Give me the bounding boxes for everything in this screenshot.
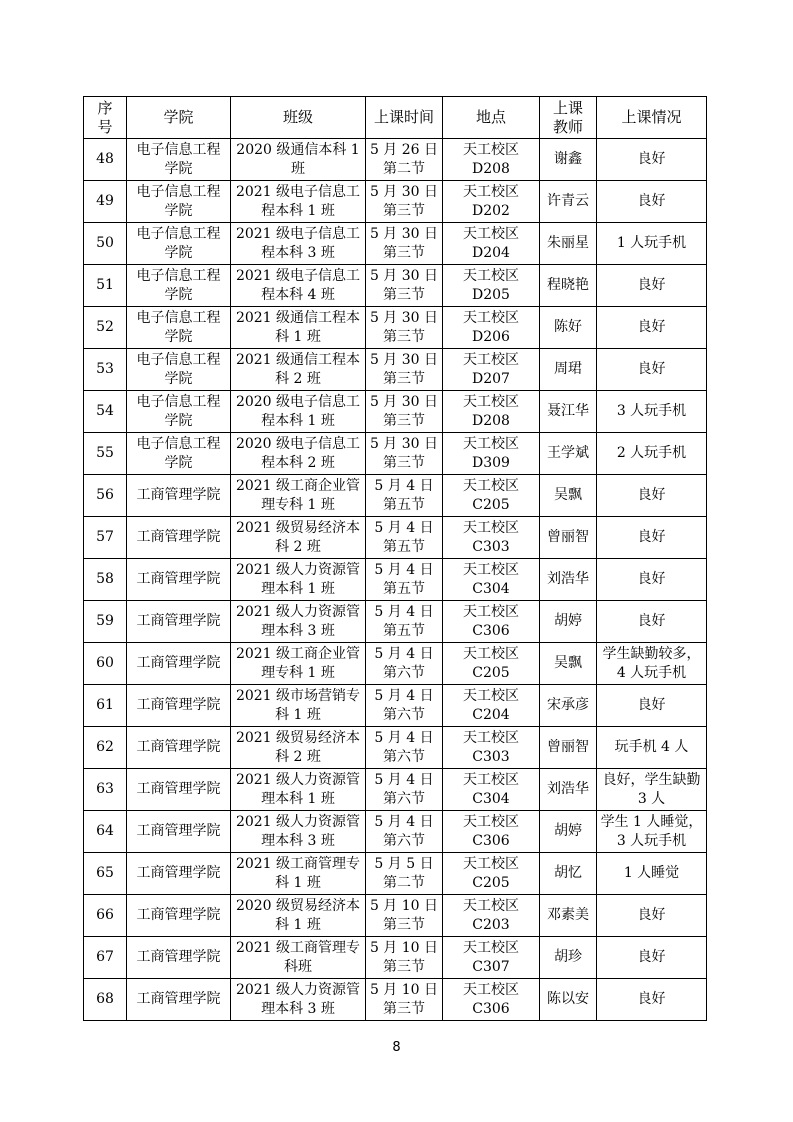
row-college-cell: 工商管理学院 [127,853,231,895]
row-class-cell: 2021 级电子信息工 程本科 4 班 [231,265,366,307]
row-status-cell: 3 人玩手机 [597,391,707,433]
row-college-cell: 工商管理学院 [127,475,231,517]
row-status-cell: 良好 [597,937,707,979]
row-college-cell: 电子信息工程 学院 [127,391,231,433]
table-row [84,433,707,475]
row-teacher-cell: 周珺 [540,349,597,391]
table-row [84,853,707,895]
row-time-cell: 5 月 30 日 第三节 [366,181,443,223]
table-row [84,349,707,391]
row-location-cell: 天工校区 C205 [443,853,540,895]
row-location-cell: 天工校区 C304 [443,769,540,811]
table-row [84,307,707,349]
row-time-cell: 5 月 4 日 第五节 [366,601,443,643]
row-class-cell: 2021 级工商企业管 理专科 1 班 [231,475,366,517]
row-class-cell: 2021 级人力资源管 理本科 3 班 [231,979,366,1021]
row-college-cell: 工商管理学院 [127,979,231,1021]
row-index-cell: 49 [84,181,127,223]
row-status-cell: 良好 [597,475,707,517]
row-location-cell: 天工校区 C306 [443,979,540,1021]
row-index-cell: 52 [84,307,127,349]
row-teacher-cell: 胡珍 [540,937,597,979]
table-header-row [84,97,707,139]
row-index-cell: 67 [84,937,127,979]
row-index-cell: 66 [84,895,127,937]
row-teacher-cell: 刘浩华 [540,769,597,811]
row-class-cell: 2021 级通信工程本 科 2 班 [231,349,366,391]
row-index-cell: 58 [84,559,127,601]
row-time-cell: 5 月 4 日 第五节 [366,475,443,517]
row-teacher-cell: 胡忆 [540,853,597,895]
row-college-cell: 工商管理学院 [127,811,231,853]
row-time-cell: 5 月 30 日 第三节 [366,223,443,265]
row-index-cell: 61 [84,685,127,727]
row-time-cell: 5 月 4 日 第六节 [366,727,443,769]
row-status-cell: 良好 [597,601,707,643]
table-row [84,769,707,811]
row-status-cell: 良好 [597,685,707,727]
header-college: 学院 [127,97,231,139]
page-number: 8 [392,1040,401,1055]
row-college-cell: 电子信息工程 学院 [127,265,231,307]
row-status-cell: 良好 [597,895,707,937]
row-time-cell: 5 月 4 日 第六节 [366,685,443,727]
row-teacher-cell: 程晓艳 [540,265,597,307]
row-location-cell: 天工校区 D204 [443,223,540,265]
row-class-cell: 2020 级电子信息工 程本科 2 班 [231,433,366,475]
row-class-cell: 2021 级电子信息工 程本科 1 班 [231,181,366,223]
row-time-cell: 5 月 4 日 第六节 [366,643,443,685]
row-college-cell: 工商管理学院 [127,727,231,769]
row-index-cell: 65 [84,853,127,895]
row-time-cell: 5 月 4 日 第六节 [366,811,443,853]
table-row [84,391,707,433]
row-status-cell: 良好 [597,349,707,391]
row-time-cell: 5 月 4 日 第五节 [366,559,443,601]
row-class-cell: 2021 级贸易经济本 科 2 班 [231,727,366,769]
row-time-cell: 5 月 5 日 第二节 [366,853,443,895]
row-teacher-cell: 胡婷 [540,601,597,643]
row-class-cell: 2020 级贸易经济本 科 1 班 [231,895,366,937]
row-status-cell: 良好，学生缺勤 3 人 [597,769,707,811]
row-class-cell: 2021 级工商企业管 理专科 1 班 [231,643,366,685]
row-location-cell: 天工校区 D206 [443,307,540,349]
row-college-cell: 电子信息工程 学院 [127,181,231,223]
row-class-cell: 2021 级电子信息工 程本科 3 班 [231,223,366,265]
table-row [84,601,707,643]
row-time-cell: 5 月 10 日 第三节 [366,979,443,1021]
row-time-cell: 5 月 4 日 第六节 [366,769,443,811]
row-location-cell: 天工校区 D208 [443,139,540,181]
row-class-cell: 2020 级通信本科 1 班 [231,139,366,181]
row-college-cell: 电子信息工程 学院 [127,433,231,475]
row-class-cell: 2021 级人力资源管 理本科 1 班 [231,769,366,811]
row-class-cell: 2021 级工商管理专 科班 [231,937,366,979]
row-college-cell: 工商管理学院 [127,643,231,685]
row-status-cell: 玩手机 4 人 [597,727,707,769]
table-row [84,223,707,265]
row-location-cell: 天工校区 C304 [443,559,540,601]
row-status-cell: 良好 [597,979,707,1021]
row-time-cell: 5 月 30 日 第三节 [366,391,443,433]
row-location-cell: 天工校区 C205 [443,643,540,685]
class-inspection-table [83,96,707,1021]
table-row [84,685,707,727]
table-row [84,475,707,517]
row-teacher-cell: 邓素美 [540,895,597,937]
row-class-cell: 2021 级人力资源管 理本科 3 班 [231,601,366,643]
row-college-cell: 工商管理学院 [127,517,231,559]
row-index-cell: 57 [84,517,127,559]
row-location-cell: 天工校区 C306 [443,811,540,853]
row-status-cell: 学生 1 人睡觉， 3 人玩手机 [597,811,707,853]
header-teacher: 上课 教师 [540,97,597,139]
row-index-cell: 48 [84,139,127,181]
row-status-cell: 良好 [597,265,707,307]
row-status-cell: 良好 [597,517,707,559]
row-teacher-cell: 曾丽智 [540,517,597,559]
row-time-cell: 5 月 30 日 第三节 [366,433,443,475]
row-status-cell: 1 人睡觉 [597,853,707,895]
row-location-cell: 天工校区 D208 [443,391,540,433]
row-teacher-cell: 陈好 [540,307,597,349]
table-row [84,643,707,685]
row-location-cell: 天工校区 C306 [443,601,540,643]
row-college-cell: 工商管理学院 [127,685,231,727]
table-row [84,895,707,937]
row-college-cell: 工商管理学院 [127,559,231,601]
row-teacher-cell: 许青云 [540,181,597,223]
table-row [84,811,707,853]
row-teacher-cell: 曾丽智 [540,727,597,769]
row-time-cell: 5 月 10 日 第三节 [366,895,443,937]
row-location-cell: 天工校区 C307 [443,937,540,979]
row-class-cell: 2021 级通信工程本 科 1 班 [231,307,366,349]
header-class: 班级 [231,97,366,139]
row-college-cell: 工商管理学院 [127,937,231,979]
row-college-cell: 电子信息工程 学院 [127,307,231,349]
row-teacher-cell: 聂江华 [540,391,597,433]
row-status-cell: 良好 [597,307,707,349]
header-index: 序 号 [84,97,127,139]
row-index-cell: 60 [84,643,127,685]
row-index-cell: 53 [84,349,127,391]
table-row [84,727,707,769]
row-teacher-cell: 刘浩华 [540,559,597,601]
row-teacher-cell: 吴飘 [540,475,597,517]
row-teacher-cell: 吴飘 [540,643,597,685]
row-index-cell: 62 [84,727,127,769]
row-time-cell: 5 月 26 日 第二节 [366,139,443,181]
row-college-cell: 工商管理学院 [127,895,231,937]
row-time-cell: 5 月 4 日 第五节 [366,517,443,559]
table-row [84,937,707,979]
table-row [84,139,707,181]
row-status-cell: 2 人玩手机 [597,433,707,475]
row-class-cell: 2021 级市场营销专 科 1 班 [231,685,366,727]
row-teacher-cell: 王学斌 [540,433,597,475]
row-class-cell: 2021 级贸易经济本 科 2 班 [231,517,366,559]
header-status: 上课情况 [597,97,707,139]
row-location-cell: 天工校区 C303 [443,517,540,559]
row-location-cell: 天工校区 D202 [443,181,540,223]
header-location: 地点 [443,97,540,139]
row-time-cell: 5 月 10 日 第三节 [366,937,443,979]
row-college-cell: 工商管理学院 [127,769,231,811]
row-index-cell: 54 [84,391,127,433]
row-teacher-cell: 胡婷 [540,811,597,853]
row-location-cell: 天工校区 D309 [443,433,540,475]
row-teacher-cell: 宋承彦 [540,685,597,727]
row-college-cell: 电子信息工程 学院 [127,139,231,181]
row-location-cell: 天工校区 C303 [443,727,540,769]
row-class-cell: 2021 级人力资源管 理本科 3 班 [231,811,366,853]
table-body [84,139,707,1021]
row-status-cell: 良好 [597,181,707,223]
row-teacher-cell: 谢鑫 [540,139,597,181]
row-class-cell: 2020 级电子信息工 程本科 1 班 [231,391,366,433]
row-index-cell: 50 [84,223,127,265]
row-index-cell: 59 [84,601,127,643]
table-row [84,979,707,1021]
row-class-cell: 2021 级工商管理专 科 1 班 [231,853,366,895]
row-college-cell: 电子信息工程 学院 [127,223,231,265]
table-row [84,181,707,223]
row-class-cell: 2021 级人力资源管 理本科 1 班 [231,559,366,601]
row-location-cell: 天工校区 C204 [443,685,540,727]
row-time-cell: 5 月 30 日 第三节 [366,349,443,391]
row-location-cell: 天工校区 C205 [443,475,540,517]
row-location-cell: 天工校区 D205 [443,265,540,307]
row-index-cell: 64 [84,811,127,853]
table-row [84,265,707,307]
row-index-cell: 68 [84,979,127,1021]
row-college-cell: 工商管理学院 [127,601,231,643]
row-college-cell: 电子信息工程 学院 [127,349,231,391]
row-index-cell: 55 [84,433,127,475]
row-time-cell: 5 月 30 日 第三节 [366,265,443,307]
table-row [84,517,707,559]
row-status-cell: 良好 [597,139,707,181]
row-location-cell: 天工校区 C203 [443,895,540,937]
row-teacher-cell: 朱丽星 [540,223,597,265]
header-time: 上课时间 [366,97,443,139]
row-index-cell: 56 [84,475,127,517]
row-status-cell: 学生缺勤较多， 4 人玩手机 [597,643,707,685]
row-location-cell: 天工校区 D207 [443,349,540,391]
row-status-cell: 良好 [597,559,707,601]
table-row [84,559,707,601]
row-index-cell: 51 [84,265,127,307]
row-index-cell: 63 [84,769,127,811]
row-teacher-cell: 陈以安 [540,979,597,1021]
row-status-cell: 1 人玩手机 [597,223,707,265]
row-time-cell: 5 月 30 日 第三节 [366,307,443,349]
